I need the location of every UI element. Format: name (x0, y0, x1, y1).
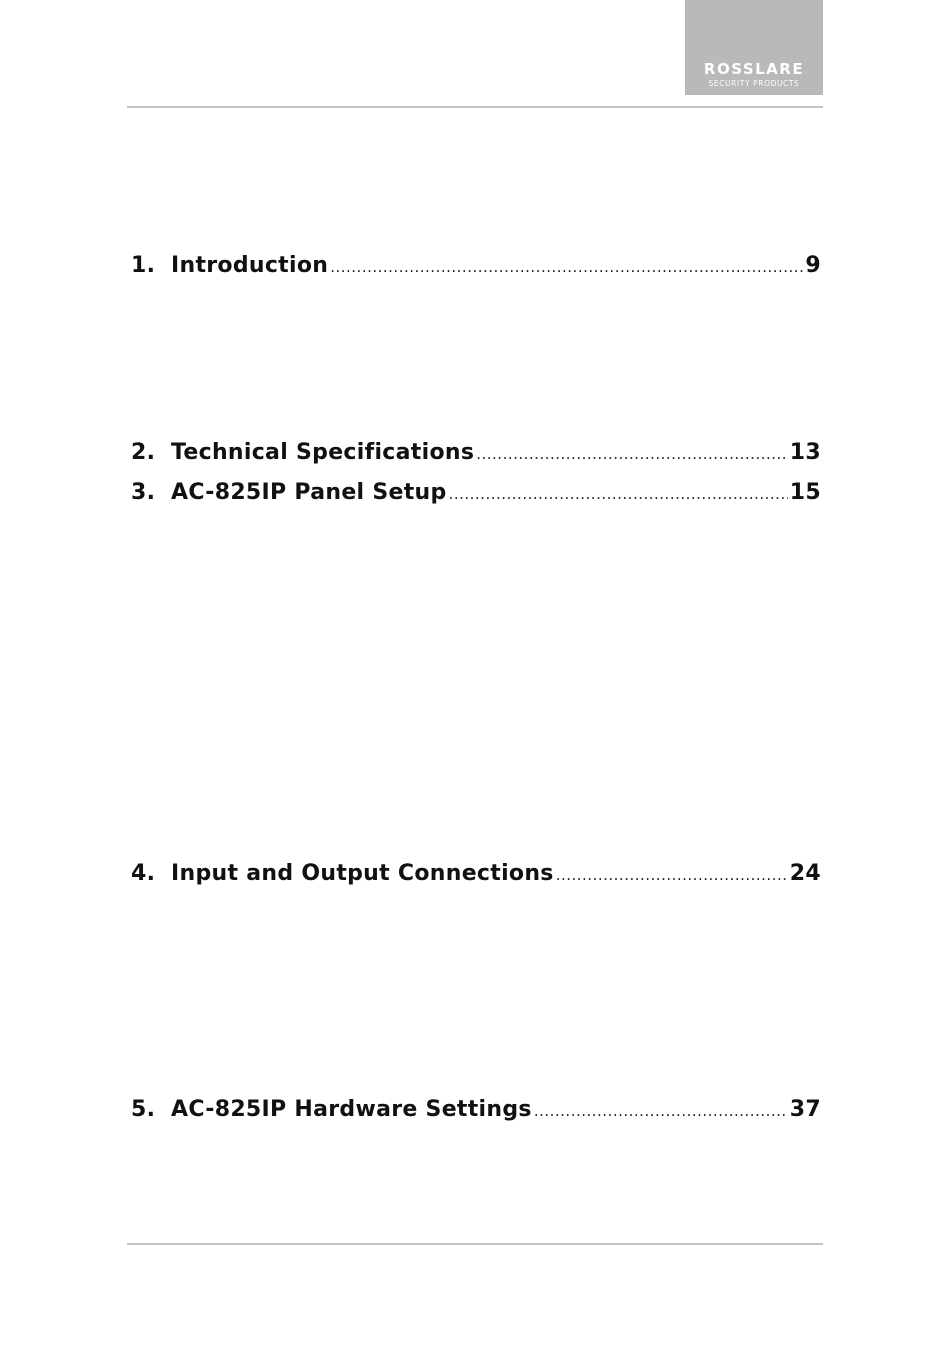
toc-entry-page: 13 (789, 440, 821, 465)
logo-tagline-text: SECURITY PRODUCTS (708, 79, 800, 88)
toc-entry-title: AC-825IP Hardware Settings (171, 1097, 532, 1122)
toc-dot-leader (476, 445, 788, 463)
toc-dot-leader (449, 485, 788, 503)
toc-dot-leader (556, 866, 788, 884)
toc-entry-hardware-settings[interactable] (131, 1097, 821, 1127)
logo-brand-text: ROSSLARE (703, 60, 805, 78)
toc-entry-input-output-connections[interactable] (131, 861, 821, 891)
toc-entry-number: 1. (131, 253, 156, 278)
footer-divider (127, 1243, 823, 1245)
toc-entry-title: Introduction (171, 253, 329, 278)
toc-dot-leader (534, 1102, 788, 1120)
toc-entry-panel-setup[interactable] (131, 480, 821, 510)
toc-entry-title: AC-825IP Panel Setup (171, 480, 447, 505)
toc-entry-title: Technical Specifications (171, 440, 475, 465)
toc-entry-page: 15 (789, 480, 821, 505)
header-divider (127, 106, 823, 108)
toc-entry-page: 9 (805, 253, 821, 278)
toc-entry-page: 37 (789, 1097, 821, 1122)
logo-graphic (685, 0, 823, 95)
toc-entry-number: 4. (131, 861, 156, 886)
toc-entry-title: Input and Output Connections (171, 861, 554, 886)
toc-entry-number: 2. (131, 440, 156, 465)
toc-entry-page: 24 (789, 861, 821, 886)
toc-dot-leader (330, 258, 803, 276)
toc-entry-technical-specifications[interactable] (131, 440, 821, 470)
toc-entry-introduction[interactable] (131, 253, 821, 283)
toc-entry-number: 3. (131, 480, 156, 505)
toc-entry-number: 5. (131, 1097, 156, 1122)
rosslare-logo (685, 0, 823, 95)
